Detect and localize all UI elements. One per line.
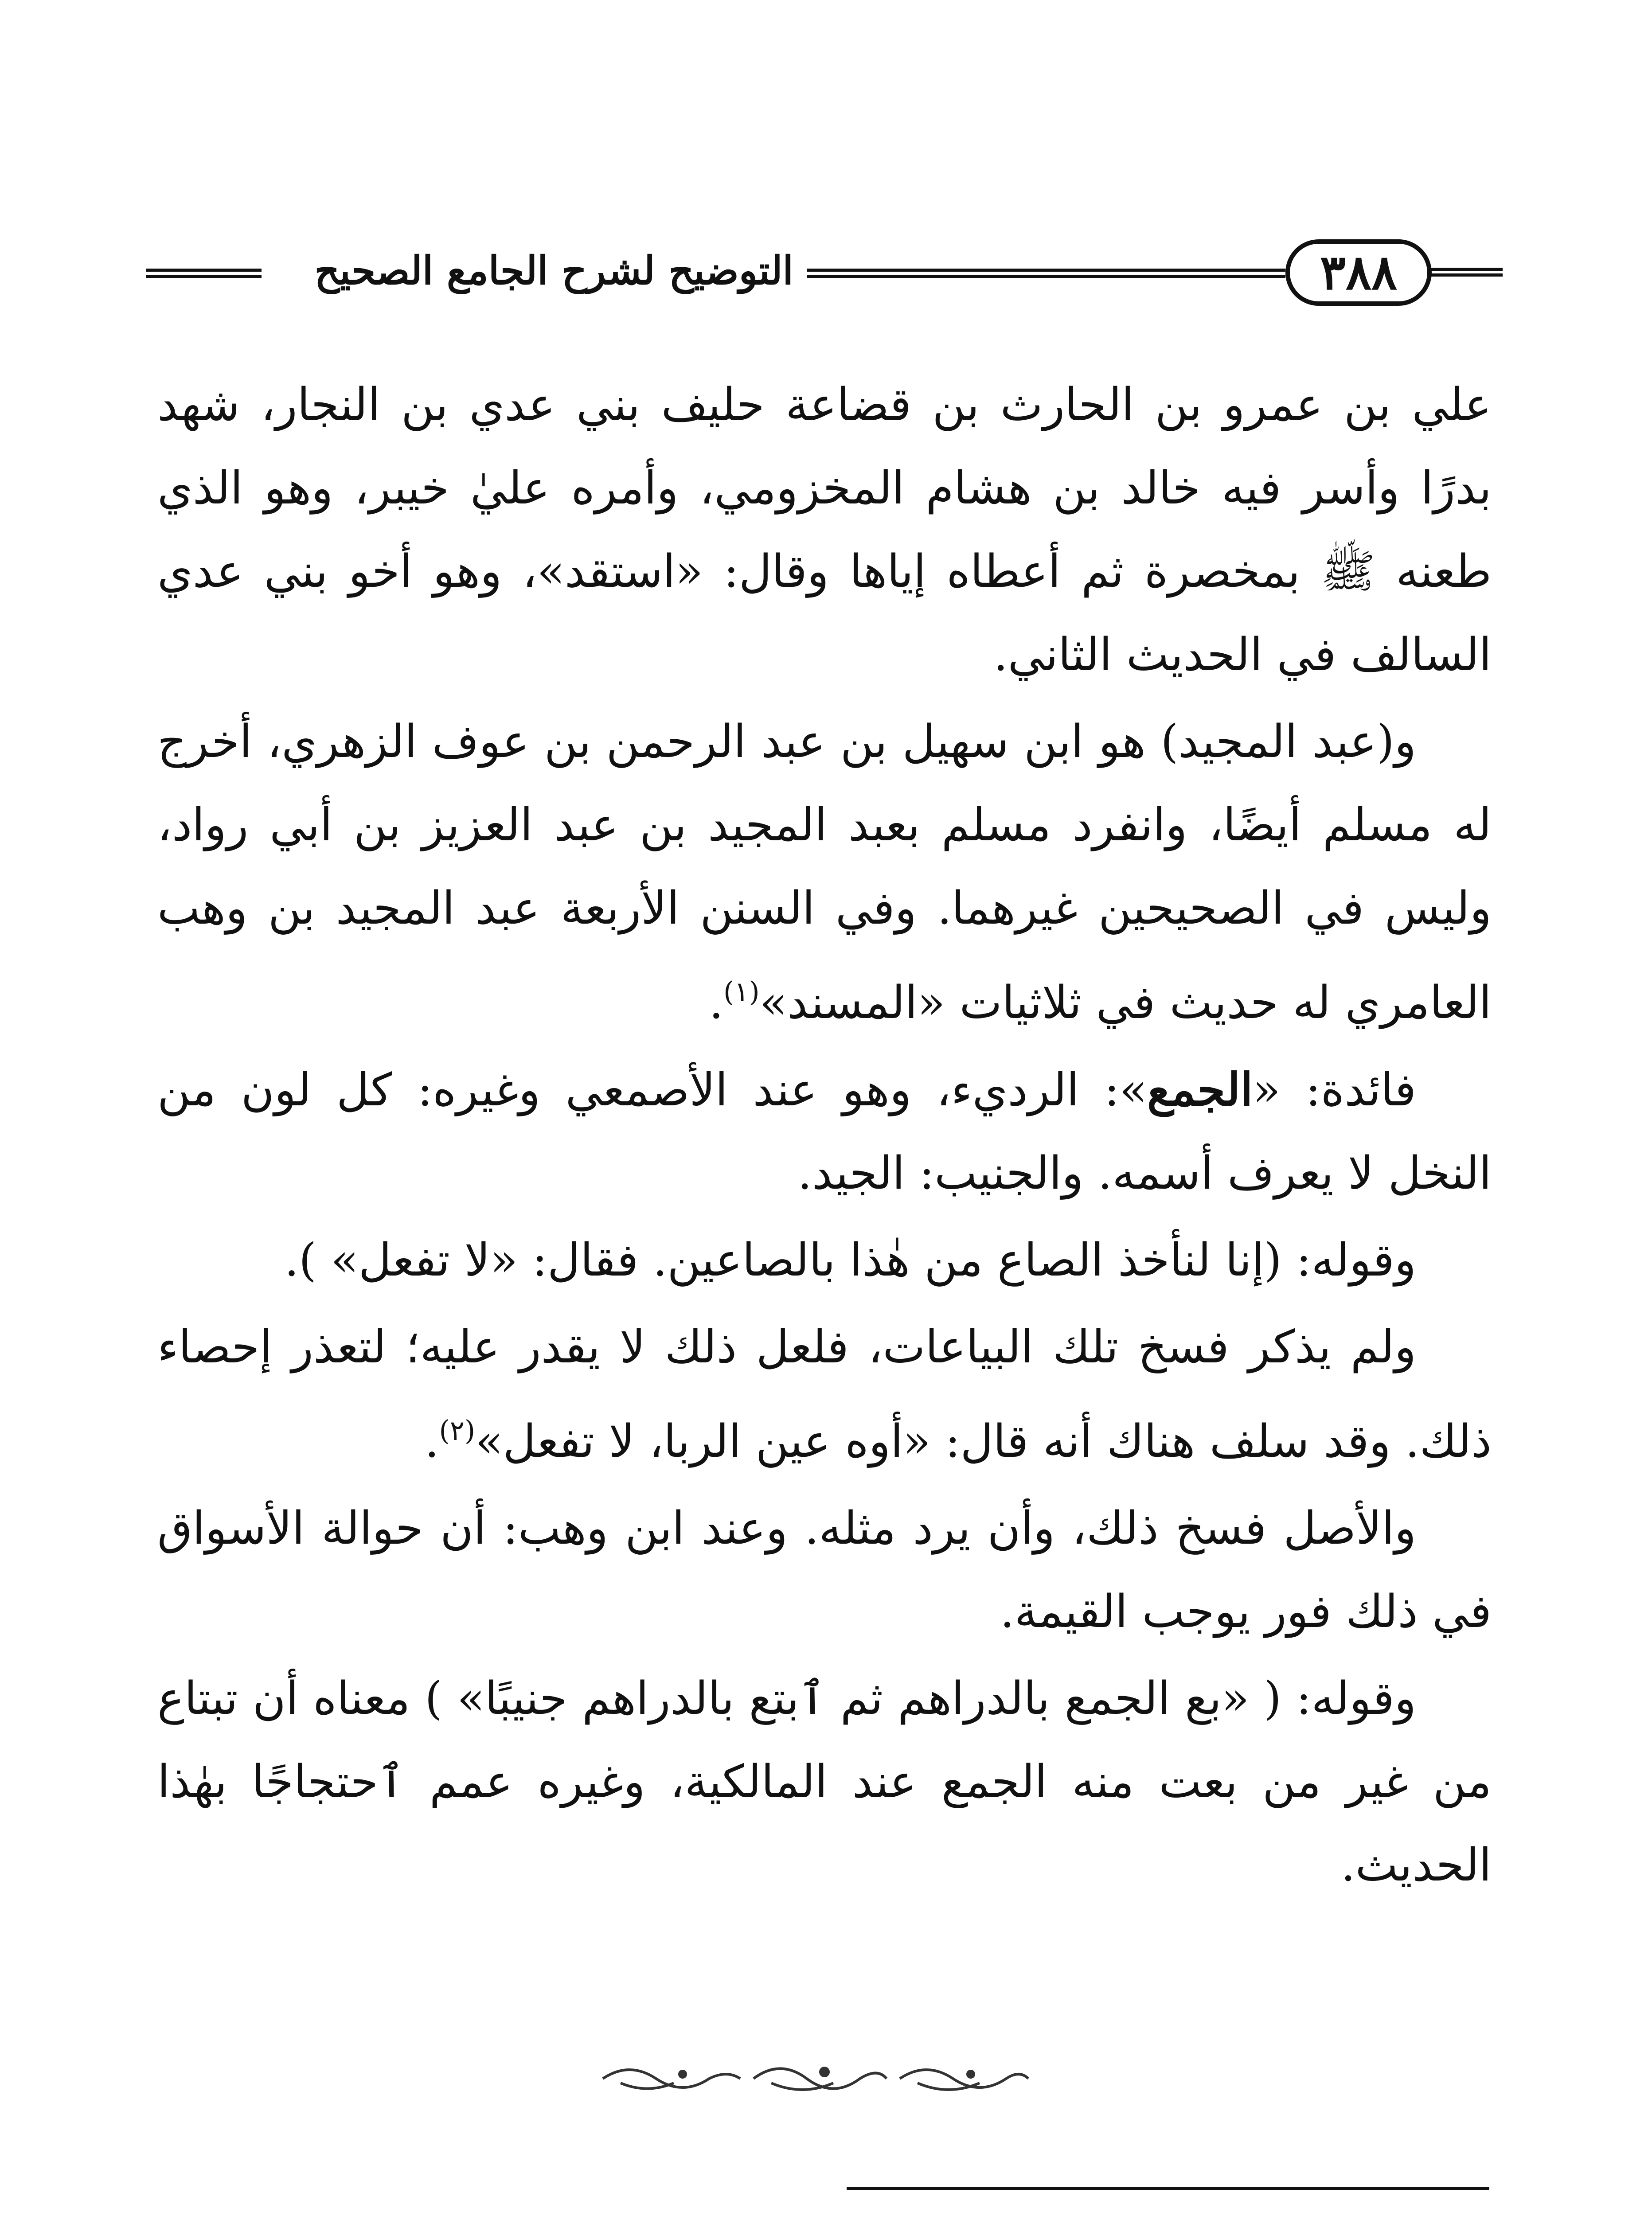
footnotes: [157, 2209, 1492, 2216]
footnote-ref-2[interactable]: (٢): [439, 1414, 476, 1447]
paragraph-7: وقوله: ( «بع الجمع بالدراهم ثم ٱبتع بالدراهم جنيبًا» ) معناه أن تبتاع من غير من بعت منه الجمع عند المالكية، وغيره عمم ٱحتجاجًا بهٰذا الحديث.: [157, 1672, 1492, 1892]
paragraph-2-text: و(عبد المجيد) هو ابن سهيل بن عبد الرحمن بن عوف الزهري، أخرج له مسلم أيضًا، وانفرد مسلم بعبد المجيد بن عبد العزيز بن أبي رواد، وليس في الصحيحين غيرهما. وفي السنن الأربعة عبد المجيد بن وهب العامري له حديث في ثلاثيات «المسند»: [157, 715, 1492, 1029]
paragraph-3: [157, 1048, 1492, 1215]
paragraph-3-end: »: الرديء، وهو عند الأصمعي وغيره: كل لون من النخل لا يعرف أسمه. والجنيب: الجيد.: [157, 1064, 1492, 1200]
running-title: التوضيح لشرح الجامع الصحيح: [314, 247, 793, 293]
footnote-text: [157, 2209, 1416, 2216]
page-header: [146, 230, 1503, 319]
footnote-number: [1416, 2209, 1492, 2216]
bold-term: الجمع: [1147, 1063, 1253, 1116]
header-rule-middle: [807, 269, 1285, 281]
paragraph-3-start: فائدة: «: [1253, 1064, 1417, 1116]
paragraph-5-end: .: [425, 1415, 439, 1468]
ornament-divider-icon: [594, 2052, 1037, 2101]
footnote-1: [157, 2209, 1492, 2216]
page-number-badge: ٣٨٨: [1285, 239, 1432, 306]
footnote-ref-1[interactable]: (١): [723, 975, 760, 1008]
paragraph-6: والأصل فسخ ذلك، وأن يرد مثله. وعند ابن وهب: أن حوالة الأسواق في ذلك فور يوجب القيمة.: [157, 1502, 1492, 1638]
paragraph-5-text: ولم يذكر فسخ تلك البياعات، فلعل ذلك لا يقدر عليه؛ لتعذر إحصاء ذلك. وقد سلف هناك أنه قال: «أوه عين الربا، لا تفعل»: [157, 1321, 1492, 1468]
paragraph-1: علي بن عمرو بن الحارث بن قضاعة حليف بني عدي بن النجار، شهد بدرًا وأسر فيه خالد بن هشام المخزومي، وأمره عليٰ خيبر، وهو الذي طعنه ﷺ بمخصرة ثم أعطاه إياها وقال: «استقد»، وهو أخو بني عدي السالف في الحديث الثاني.: [157, 378, 1492, 681]
footnote-separator: [847, 2187, 1489, 2190]
header-rule-right: [1427, 268, 1503, 277]
paragraph-2: [157, 700, 1492, 1045]
paragraph-2-end: .: [709, 976, 723, 1029]
header-rule-left: [146, 269, 262, 281]
paragraph-5: [157, 1306, 1492, 1483]
paragraph-4: وقوله: (إنا لنأخذ الصاع من هٰذا بالصاعين. فقال: «لا تفعل» ).: [284, 1234, 1416, 1287]
main-text: [157, 363, 1492, 1911]
